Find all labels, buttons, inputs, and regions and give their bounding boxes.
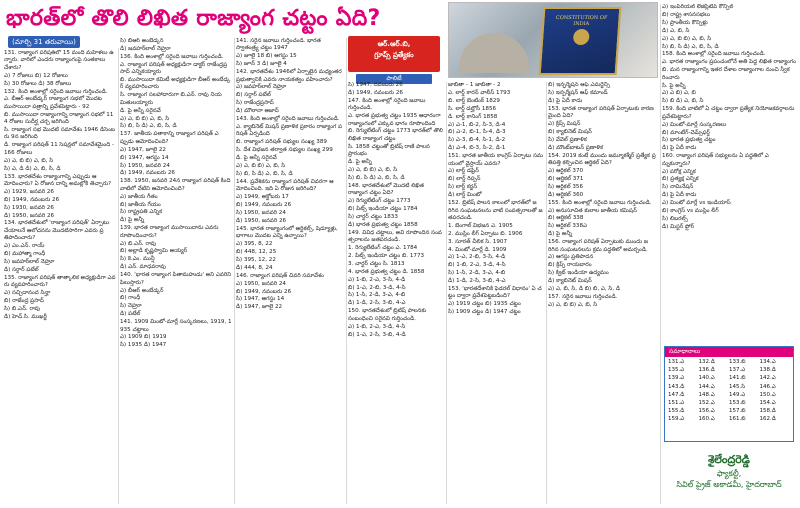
text-line: డి) మిస్టర్ ఫ్లోర్	[662, 223, 695, 230]
text-line: డి) ఎ-4, బి-3, సి-2, డి-1	[448, 145, 506, 152]
text-line: డి. రాజ్యాంగ పరిషత్ 11 సెషన్లలో సమావేశమైంది - 166 రోజులు	[4, 142, 114, 156]
text-line: 132. కింది అంశాల్లో సరైంది జవాబు గుర్తించండి.	[4, 88, 108, 95]
answer-cell: 138.డి	[759, 367, 776, 374]
text-line: ఎ) ఆగస్టు ప్రతిపాదన	[548, 254, 594, 261]
text-line: డి) 1949, నవంబరు 26	[348, 89, 403, 96]
text-line: ఎ) 7 రోజులు బి) 12 రోజులు	[4, 72, 68, 79]
text-line: 2. ముస్లిం లీగ్ ఏర్పాటు బి. 1906	[448, 230, 523, 237]
text-line: బి) క్రిప్స్ రాయబారం	[548, 262, 592, 269]
text-line: బి) 1-బి, 2-ఎ, 3-డి, 4-సి	[448, 262, 506, 269]
text-line: బి. ముసాయిదా కమిటీ అధ్యక్షుడిగా బీఆర్ అంబేడ్కర్ వ్యవహరించారు	[120, 77, 231, 91]
text-line: సి) జవహర్‌లాల్ నెహ్రూ	[4, 258, 55, 265]
text-line: డి) 444, 8, 24	[236, 264, 273, 271]
text-line: ఎ) మింటో మార్లే vs ఇండియాస్	[662, 200, 731, 207]
column-divider	[660, 4, 661, 504]
text-line: బి) 1947, ఆగస్టు 14	[120, 154, 169, 161]
text-line: ఎ) సచ్చిదానంద సిన్హా	[4, 290, 51, 297]
answer-cell: 132.డి	[698, 359, 715, 365]
answer-cell: 155.డి	[668, 408, 685, 415]
text-line: ఎ) 1949, అక్టోబరు 17	[236, 194, 289, 201]
text-line: 4. మింటో-మార్లే డి. 1909	[448, 246, 507, 253]
text-line: 156. రాజ్యాంగ పరిషత్ ఏర్పాటుకు ముందు జరిగిన సంఘటనలను క్రమ పద్ధతిలో అమర్చండి.	[548, 239, 648, 253]
text-line: సి) 1-సి, 2-డి, 3-ఎ, 4-బి	[448, 270, 506, 277]
text-line: బి) మాంటేగ్-చెమ్స్‌ఫర్డ్	[662, 129, 710, 136]
text-line: 136. కింది అంశాల్లో సరైంది జవాబు గుర్తించండి.	[120, 53, 224, 60]
text-line: సి) చార్టర్ చట్టం 1833	[348, 213, 398, 220]
text-line: ఎ) 1909 బి) 1919	[120, 334, 167, 341]
text-line: ఎ) బి.ఎన్. రావు	[120, 240, 157, 247]
text-line: డి) జవహర్‌లాల్ నెహ్రూ	[120, 45, 171, 52]
text-line: ఎ) ఎ, బి బి) ఎ, బి, సి	[4, 157, 54, 164]
text-line: బి) క్యాబినెట్ మిషన్	[548, 128, 592, 135]
answer-cell: 133.బి	[729, 359, 746, 365]
answer-cell: 152.ఎ	[698, 400, 715, 407]
text-line: 141. సరైన జవాబు గుర్తించండి. భారత స్వాతంత్ర్య చట్టం 1947	[236, 38, 321, 52]
text-line: 160. రాజ్యాంగ పరిషత్ సభ్యులను ఏ పద్ధతిలో ఎన్నుకున్నారు?	[662, 153, 769, 167]
answer-cell: 136.డి	[698, 367, 715, 374]
text-line: డి) ఎ, బి, సి	[662, 27, 690, 34]
intro-tag: (మార్చి 31 తరువాయి)	[8, 36, 80, 48]
answer-cell: 159.ఎ	[668, 416, 685, 423]
text-line: ఎ) ఇంపీరియల్ లెజిస్లేటివ్ కౌన్సిల్	[662, 4, 734, 10]
text-line: బి) 1-ఎ, 2-సి, 3-బి, 4-డి	[348, 331, 406, 338]
text-line: 155. కింది అంశాల్లో సరైంది జవాబు గుర్తించండి.	[548, 199, 652, 206]
answer-cell: 146.ఎ	[759, 383, 776, 390]
text-line: బి) 1949, నవంబరు 26	[236, 288, 292, 295]
text-line: డి) 1-డి, 2-సి, 3-బి, 4-ఎ	[448, 278, 506, 285]
answer-cell: 137.ఎ	[729, 367, 746, 374]
text-line: ఎ) ఎ-1, బి-2, సి-3, డి-4	[448, 121, 506, 128]
text-line: సి) రాజేంద్రప్రసాద్	[236, 100, 274, 107]
text-line: 140. 'భారత రాజ్యాంగ పితామహుడు' అని ఎవరిని పిలుస్తారు?	[120, 272, 232, 286]
text-line: బి) సర్దార్ పటేల్	[236, 92, 271, 99]
text-line: బి) లార్డ్ రిప్పన్	[448, 176, 481, 183]
text-line: డి) ఆర్టికల్ 360	[548, 191, 584, 198]
text-line: 153. 'భారతదేశానికి ఫెడరల్ విధానం' ఏ చట్టం ద్వారా ప్రవేశపెట్టబడింది?	[448, 286, 542, 300]
answer-cell: 145.సి	[729, 383, 746, 390]
text-line: సి) 1930, జనవరి 26	[4, 204, 54, 211]
answer-cell: 140.ఎ	[698, 375, 715, 382]
text-line: సి) బి డి) ఎ, బి, సి	[662, 98, 704, 105]
text-line: బి) పిట్స్ ఇండియా చట్టం 1784	[348, 206, 418, 212]
text-line: 154. 2019 కంటే ముందు జమ్మూకశ్మీర్ ప్రత్యేక ప్రతిపత్తి కల్పించిన ఆర్టికల్ ఏది?	[548, 152, 656, 167]
text-line: బి) ఇన్ఫర్మేషన్ ఆఫ్ ఎమర్జెన్సీ	[548, 82, 610, 88]
text-line: 137. జాతీయ పతాకాన్ని రాజ్యాంగ పరిషత్ ఎప్పుడు ఆమోదించింది?	[120, 131, 219, 145]
text-line: బి) అల్లాడి కృష్ణస్వామి అయ్యర్	[120, 248, 188, 255]
answer-cell: 154.ఎ	[759, 400, 776, 407]
text-line: బి) జాతీయ గేయం	[120, 201, 161, 208]
text-line: ఎ) ఎ, బి బి) ఎ, బి, సి	[120, 115, 170, 122]
text-line: జాబితా - 1 జాబితా - 2	[448, 82, 501, 88]
text-line: డి) మౌంట్‌బాటన్ ప్రణాళిక	[548, 144, 604, 151]
text-line: డి) 1947, జూలై 22	[236, 304, 283, 311]
text-line: బి) 1949, నవంబరు 26	[4, 196, 60, 203]
answers-grid	[665, 357, 793, 425]
text-line: ఎ. బీఆర్ అంబేడ్కర్ రాజ్యాంగ సభలో మొదట ముసాయిదా పత్రాన్ని ప్రవేశపెట్టారు - 92	[4, 96, 103, 110]
text-line: 4. భారత ప్రభుత్వ చట్టం డి. 1858	[348, 268, 425, 275]
answer-cell: 139.ఎ	[668, 375, 685, 382]
answers-box	[664, 346, 794, 442]
answer-cell: 135.ఎ	[668, 367, 685, 374]
text-line: 1. బెంగాల్ విభజన ఎ. 1905	[448, 222, 513, 229]
text-line: ఎ) ఆర్టికల్ 370	[548, 167, 584, 174]
answer-cell: 160.ఎ	[698, 416, 715, 423]
text-line: సి) నామినేషన్	[662, 184, 694, 191]
text-line: ఎ) జూలై 18 బి) ఆగస్టు 15	[236, 53, 297, 60]
text-line: డి) క్యాబినెట్ మిషన్	[548, 278, 592, 285]
text-line: 150. భారతదేశంలో బ్రిటిష్ పాలనకు సంబంధించి సరైనవి గుర్తించండి.	[348, 308, 427, 322]
author-name: శైలేంద్రరెడ్డి	[708, 453, 750, 466]
column-divider	[446, 82, 447, 504]
text-line: సి) ఎ-3, బి-4, సి-1, డి-2	[448, 137, 506, 144]
text-line: సి) రాష్ట్రపతి ఎన్నిక	[120, 209, 163, 216]
answer-cell: 156.ఎ	[698, 408, 715, 415]
text-line: 151. భారత జాతీయ కాంగ్రెస్ ఏర్పాటు సమయంలో వైస్రాయ్ ఎవరు?	[448, 153, 543, 167]
text-line: డి. పై అన్నీ సరైనవే	[120, 107, 161, 114]
text-line: ఎ) ఎ, బి బి) ఎ, బి, సి	[236, 163, 286, 169]
text-line: ఎ) బీఆర్ అంబేడ్కర్	[120, 287, 164, 294]
answer-cell: 134.ఎ	[759, 359, 776, 365]
text-line: డి) పటేల్	[120, 311, 141, 318]
text-line: ఎ) ఎ, బి బి) ఎ, బి, సి	[348, 166, 398, 173]
constitution-photo	[448, 2, 658, 78]
text-line: ఎ) లార్డ్ డఫ్రిన్	[448, 168, 479, 175]
text-line: డి) పై ఏదీ కాదు	[548, 97, 583, 104]
text-line: డి. పై అన్నీ సరైనవే	[236, 155, 277, 162]
text-line: డి) మౌలానా ఆజాద్	[236, 108, 279, 115]
answer-cell: 162.డి	[759, 416, 776, 423]
subject-tag: పాలిటీ	[356, 74, 432, 84]
text-line: సి. దేశ విభజన తర్వాత సభ్యుల సంఖ్య 299	[236, 147, 333, 154]
headline: భారత్‌లో తొలి లిఖిత రాజ్యాంగ చట్టం ఏది?	[6, 6, 381, 31]
text-line: బి) మహాత్మా గాంధీ	[4, 251, 46, 258]
text-line: సి) ఆర్టికల్ 338ఎ	[548, 223, 587, 230]
text-line: సి) కె.ఎం. మున్షీ	[120, 256, 155, 263]
answer-cell: 141.బి	[729, 375, 746, 382]
text-line: 157. సరైన జవాబు గుర్తించండి.	[548, 293, 618, 300]
text-line: 3. చార్టర్ చట్టం సి. 1813	[348, 260, 405, 267]
text-line: 153. భారత రాజ్యాంగ పరిషత్ ఏర్పాటుకు కారణమైంది ఏది?	[548, 105, 654, 120]
text-line: డి) ఎన్. మాధవరావు	[120, 264, 166, 271]
text-line: ఎ) రెగ్యులేటింగ్ చట్టం 1773	[348, 198, 411, 205]
text-line: 149. వివిధ చట్టాలు, అవి రూపొందిన సంవత్సరాలను జతపరచండి.	[348, 229, 442, 244]
text-line: ఎ) 1919 చట్టం బి) 1935 చట్టం	[448, 301, 521, 308]
text-line: బి) కాంగ్రెస్ vs ముస్లిం లీగ్	[662, 208, 719, 215]
text-line: బి) ఆర్టికల్ 338	[548, 215, 584, 222]
text-line: ఎ) ఎ, బి బి) ఎ, బి, సి	[662, 35, 712, 42]
answer-cell: 148.ఎ	[698, 391, 715, 398]
text-line: ఎ. లార్డ్ కారన్ వాలీస్ 1793	[448, 89, 511, 96]
text-line: ఎ) 1929, జనవరి 26	[4, 188, 54, 195]
text-line: బి) 1949, నవంబరు 26	[236, 202, 292, 209]
text-line: బి) 1-ఎ, 2-బి, 3-డి, 4-సి	[348, 284, 406, 291]
text-line: సి. 1858 చట్టంతో బ్రిటిష్ రాణి పాలన ప్రారంభం	[348, 143, 430, 158]
answers-title: సమాధానాలు	[665, 347, 793, 357]
text-line: సి) బి, సి డి) ఎ, బి, సి, డి	[236, 170, 293, 177]
answer-cell: 158.డి	[759, 408, 776, 415]
text-line: బి. రాజ్యాంగ పరిషత్ సభ్యుల సంఖ్య 389	[236, 139, 327, 146]
text-line: 145. భారత రాజ్యాంగంలో ఆర్టికల్స్, షెడ్యూళ్లు, భాగాలు మొదట ఎన్ని ఉన్నాయి?	[236, 225, 338, 240]
text-line: డి. లార్డ్ కానింగ్ 1858	[448, 113, 498, 120]
text-line: ఎ) పరోక్ష ఎన్నిక	[662, 168, 696, 175]
text-line: 3. సూరత్ చీలిక సి. 1907	[448, 238, 508, 245]
text-line: ఎ) జవహర్‌లాల్ నెహ్రూ	[236, 84, 287, 91]
text-line: బి) రాజేంద్ర ప్రసాద్	[4, 298, 44, 304]
answer-cell: 150.ఎ	[759, 391, 776, 398]
answer-cell: 161.బి	[729, 416, 746, 423]
text-line: 138. 1950, జనవరి 24న రాజ్యాంగ పరిషత్ కింది వాటిలో వేటిని ఆమోదించింది?	[120, 178, 231, 192]
answer-cell: 147.డి	[668, 391, 685, 398]
text-line: ఎ) ఎ, బి, సి, డి బి) బి, ఎ, సి, డి	[548, 286, 621, 293]
text-line: ఎ) ఎ బి) ఎ, బి	[662, 90, 696, 97]
text-line: బి) గాంధీ	[120, 295, 141, 302]
text-line: డి) లార్డ్ మింటో	[448, 192, 482, 199]
text-line: 146. రాజ్యాంగ పరిషత్ చివరి సమావేశం	[236, 272, 324, 279]
column-divider	[118, 48, 119, 504]
text-line: 148. భారతదేశంలో మొదటి లిఖిత రాజ్యాంగ చట్టం ఏది?	[348, 182, 425, 197]
text-line: సి) నెహ్రూ	[120, 303, 142, 310]
text-line: ఎ) 395, 8, 22	[236, 241, 273, 248]
constitution-book-shape	[539, 7, 622, 75]
text-line: 133. భారతదేశం రాజ్యాంగాన్ని ఎప్పుడు ఆమోదించారు? ఏ రోజున దాన్ని అమల్లోకి తెచ్చారు?	[4, 173, 112, 187]
author-byline	[664, 446, 794, 504]
emblem-icon	[573, 29, 590, 45]
text-line: డి) 1949, నవంబరు 26	[120, 170, 175, 177]
author-institute: సివిల్ ప్రైజ్ అకాడమీ, హైదరాబాద్	[676, 480, 782, 489]
text-line: సి) ప్రాంతీయ కౌన్సిళ్లు	[662, 19, 708, 26]
text-line: 152. బ్రిటిష్ పాలన కాలంలో భారత్‌లో జరిగిన సంఘటనలను వాటి సంవత్సరాలతో జతపరచండి.	[448, 200, 543, 221]
text-line: సి) లిబరల్స్	[662, 215, 688, 222]
exam-banner	[348, 36, 440, 72]
text-line: 143. కింది అంశాల్లో సరైంది జవాబు గుర్తించండి.	[236, 116, 340, 123]
text-line: ఎ) ఎ, బి బి) ఎ, బి, సి	[548, 301, 598, 308]
text-line: ఎ. భారత ప్రభుత్వ చట్టం 1935 ఆధారంగా రాజ్యాంగంలో ఎక్కువ భాగం రూపొందింది	[348, 113, 441, 127]
text-line: సి) వేవెల్ ప్రణాళిక	[548, 136, 587, 143]
text-line: డి) 1-డి, 2-సి, 3-బి, 4-ఎ	[348, 300, 406, 307]
text-line: సి) 1909 చట్టం డి) 1947 చట్టం	[448, 309, 521, 316]
text-line: 144. ప్రవేశికను రాజ్యాంగ పరిషత్ చివరగా ఆమోదించింది. ఇది ఏ రోజున జరిగింది?	[236, 178, 334, 193]
text-column-4	[348, 82, 444, 502]
text-line: బి) రాష్ట్ర శాసనసభలు	[662, 11, 711, 18]
text-line: సి) బి.ఎన్. రావు	[4, 305, 41, 312]
text-line: ఎ. రాజ్యాంగ పరిషత్ అధ్యక్షుడిగా డాక్టర్ రాజేంద్రప్రసాద్ ఎన్నికయ్యారు	[120, 61, 228, 76]
text-line: ఎ) క్రిప్స్ మిషన్	[548, 121, 581, 128]
text-line: 159. కింది వాటిలో ఏ చట్టం ద్వారా ప్రత్యేక నియోజకవర్గాలను ప్రవేశపెట్టారు?	[662, 106, 795, 120]
text-line: సి) 395, 12, 22	[236, 256, 276, 263]
answer-cell: 157.బి	[729, 408, 746, 415]
text-line: బి) 448, 12, 25	[236, 248, 277, 255]
text-line: ఎ. క్యాబినెట్ మిషన్ ప్రణాళిక ప్రకారం రాజ్యాంగ పరిషత్ ఏర్పడింది	[236, 123, 343, 138]
text-line: 135. రాజ్యాంగ పరిషత్ తాత్కాలిక అధ్యక్షుడిగా ఎవరు వ్యవహరించారు?	[4, 274, 116, 289]
answer-cell: 144.ఎ	[698, 383, 715, 390]
text-line: సి) భారత ప్రభుత్వ చట్టం	[662, 137, 716, 144]
text-line: సి) 1935 డి) 1947	[120, 342, 167, 349]
book-title: CONSTITUTION OF INDIA	[555, 15, 608, 27]
answer-cell: 131.ఎ	[668, 359, 685, 365]
banner-line1: ఆర్.ఆర్.బి,	[377, 40, 411, 48]
text-line: ఎ) మింటో-మార్లే సంస్కరణలు	[662, 121, 727, 128]
text-line: ఎ) 1-ఎ, 2-బి, 3-సి, 4-డి	[448, 254, 506, 261]
text-line: బి. లార్డ్ బెంటింక్ 1829	[448, 97, 500, 104]
text-line: ఎ) 1947, జూలై 22	[120, 146, 166, 153]
text-line: ఎ) 1950, జనవరి 24	[236, 280, 286, 287]
text-line: ఎ) ఎం.ఎన్. రాయ్	[4, 243, 45, 250]
text-line: 131. రాజ్యాంగ పరిషత్‌లో 15 మంది మహిళలు ఉన్నారు. వారిలో ఎందరు రాజ్యాంగంపై సంతకాలు చేశారు?	[4, 50, 114, 71]
text-line: సి) లార్డ్ కర్జన్	[448, 184, 478, 191]
answer-cell: 153.బి	[729, 400, 746, 407]
banner-line2: గ్రూప్స్ ప్రత్యేకం	[374, 51, 414, 59]
text-line: ఎ) 1-బి, 2-ఎ, 3-డి, 4-సి	[348, 323, 406, 330]
text-line: బి) ఎ-2, బి-1, సి-4, డి-3	[448, 129, 506, 136]
text-column-6	[548, 82, 658, 502]
text-line: డి) పై ఏదీ కాదు	[662, 192, 697, 199]
text-line: 139. భారత రాజ్యాంగ ముసాయిదాను ఎవరు రూపొందించారు?	[120, 225, 219, 239]
parliament-dome-shape	[459, 33, 529, 73]
text-line: సి) 30 రోజులు డి) 38 రోజులు	[4, 80, 72, 87]
text-line: 141. 1909 మింటో-మార్లే సంస్కరణలు, 1919, 1935 చట్టాలు	[120, 319, 232, 333]
answer-cell: 143.డి	[668, 383, 685, 390]
text-line: డి) హెచ్.సి. ముఖర్జీ	[4, 313, 47, 320]
text-line: బి. రెగ్యులేటింగ్ చట్టం 1773 భారత్‌లో తొలి లిఖిత రాజ్యాంగ చట్టం	[348, 128, 443, 142]
text-line: ఎ) జాతీయ గీతం	[120, 193, 158, 200]
text-line: డి) భారత ప్రభుత్వ చట్టం 1858	[348, 221, 418, 228]
text-line: 134. భారతదేశంలో 'రాజ్యాంగ పరిషత్' ఏర్పాటు చేయాలనే ఆలోచనను మొదటిసారిగా ఎవరు ప్రతిపాదించారు?	[4, 220, 110, 242]
text-line: సి) ఇన్ఫర్మేషన్ ఆఫ్ కమాండ్	[548, 89, 608, 96]
text-line: బి) ఆర్టికల్ 371	[548, 175, 584, 182]
text-line: బి. మన రాజ్యాంగాన్ని ఇతర దేశాల రాజ్యాంగాల నుంచి స్వీకరించారు	[662, 67, 790, 81]
text-line: సి) బి, సి డి) ఎ, బి, సి, డి	[348, 174, 405, 181]
text-line: సి) ఆర్టికల్ 356	[548, 183, 584, 190]
text-line: సి) 1947, నవంబరు 26	[348, 82, 403, 88]
text-line: ఎ) 1-బి, 2-ఎ, 3-సి, 4-డి	[348, 276, 406, 283]
text-line: డి) పై ఏదీ కాదు	[662, 145, 697, 152]
text-line: సి) క్విట్ ఇండియా ఉద్యమం	[548, 270, 609, 277]
text-column-7	[662, 4, 796, 344]
text-line: సి. పై అన్నీ	[662, 82, 686, 89]
text-line: సి) బి, సి డి) ఎ, బి, సి, డి	[120, 123, 177, 130]
text-line: బి) ప్రత్యక్ష ఎన్నిక	[662, 176, 699, 183]
text-column-5	[448, 82, 544, 502]
text-column-1	[4, 50, 116, 502]
text-line: సి) 1950, జనవరి 24	[236, 209, 286, 216]
text-line: సి. రాజ్యాంగ సభ మొదటి సమావేశం 1946 డిసెంబరు 9న జరిగింది	[4, 127, 116, 141]
text-line: డి) పై అన్నీ	[120, 217, 145, 224]
text-line: సి) 1-సి, 2-డి, 3-ఎ, 4-బి	[348, 292, 406, 299]
text-line: సి) 1947, ఆగస్టు 14	[236, 296, 285, 303]
text-line: 147. కింది అంశాల్లో సరైంది జవాబు గుర్తించండి.	[348, 97, 426, 112]
text-line: ఎ. భారత రాజ్యాంగం ప్రపంచంలోనే అతి పెద్ద లిఖిత రాజ్యాంగం	[662, 59, 796, 66]
answer-cell: 151.ఎ	[668, 400, 685, 407]
answer-cell: 149.ఎ	[729, 391, 746, 398]
text-line: 2. పిట్స్ ఇండియా చట్టం బి. 1773	[348, 252, 425, 259]
text-line: డి) 1950, జనవరి 26	[4, 212, 55, 219]
text-line: సి. లార్డ్ డల్హౌసీ 1856	[448, 105, 497, 112]
column-divider	[234, 38, 235, 504]
text-line: 158. కింది అంశాల్లో సరైంది జవాబు గుర్తించండి.	[662, 51, 766, 58]
text-line: డి. పై అన్నీ	[348, 159, 372, 166]
text-line: డి) సర్దార్ పటేల్	[4, 266, 39, 273]
text-line: సి) ఎ, డి డి) ఎ, బి, సి, డి	[4, 165, 61, 172]
text-line: 1. రెగ్యులేటింగ్ చట్టం ఎ. 1784	[348, 245, 418, 252]
text-column-2	[120, 38, 232, 490]
text-line: డి) పై అన్నీ	[548, 231, 573, 238]
author-role: ఫ్యాకల్టీ,	[716, 469, 742, 478]
text-line: సి. రాజ్యాంగ సలహాదారుగా బి.ఎన్. రావు నియమితులయ్యారు	[120, 92, 222, 106]
text-line: 142. భారతదేశం 1946లో ఏర్పాటైన మధ్యంతర ప్రభుత్వానికి ఎవరు నాయకత్వం వహించారు?	[236, 69, 342, 83]
text-line: డి) 1950, జనవరి 26	[236, 217, 287, 224]
text-line: సి) బి, సి డి) ఎ, బి, సి, డి	[662, 43, 719, 50]
text-line: సి) బీఆర్ అంబేడ్కర్	[120, 38, 164, 44]
column-divider	[546, 82, 547, 504]
text-line: ఎ) అనుసూచిత కులాల జాతీయ కమిషన్	[548, 207, 637, 214]
column-divider	[346, 38, 347, 504]
answer-cell: 142.ఎ	[759, 375, 776, 382]
text-column-3	[236, 38, 344, 490]
text-line: సి) 1950, జనవరి 24	[120, 162, 170, 169]
text-line: బి. ముసాయిదా రాజ్యాంగాన్ని రాజ్యాంగ సభలో 114 రోజుల సుదీర్ఘ చర్చ జరిగింది	[4, 111, 114, 126]
text-line: సి) జూన్ 3 డి) జూలై 4	[236, 61, 287, 68]
